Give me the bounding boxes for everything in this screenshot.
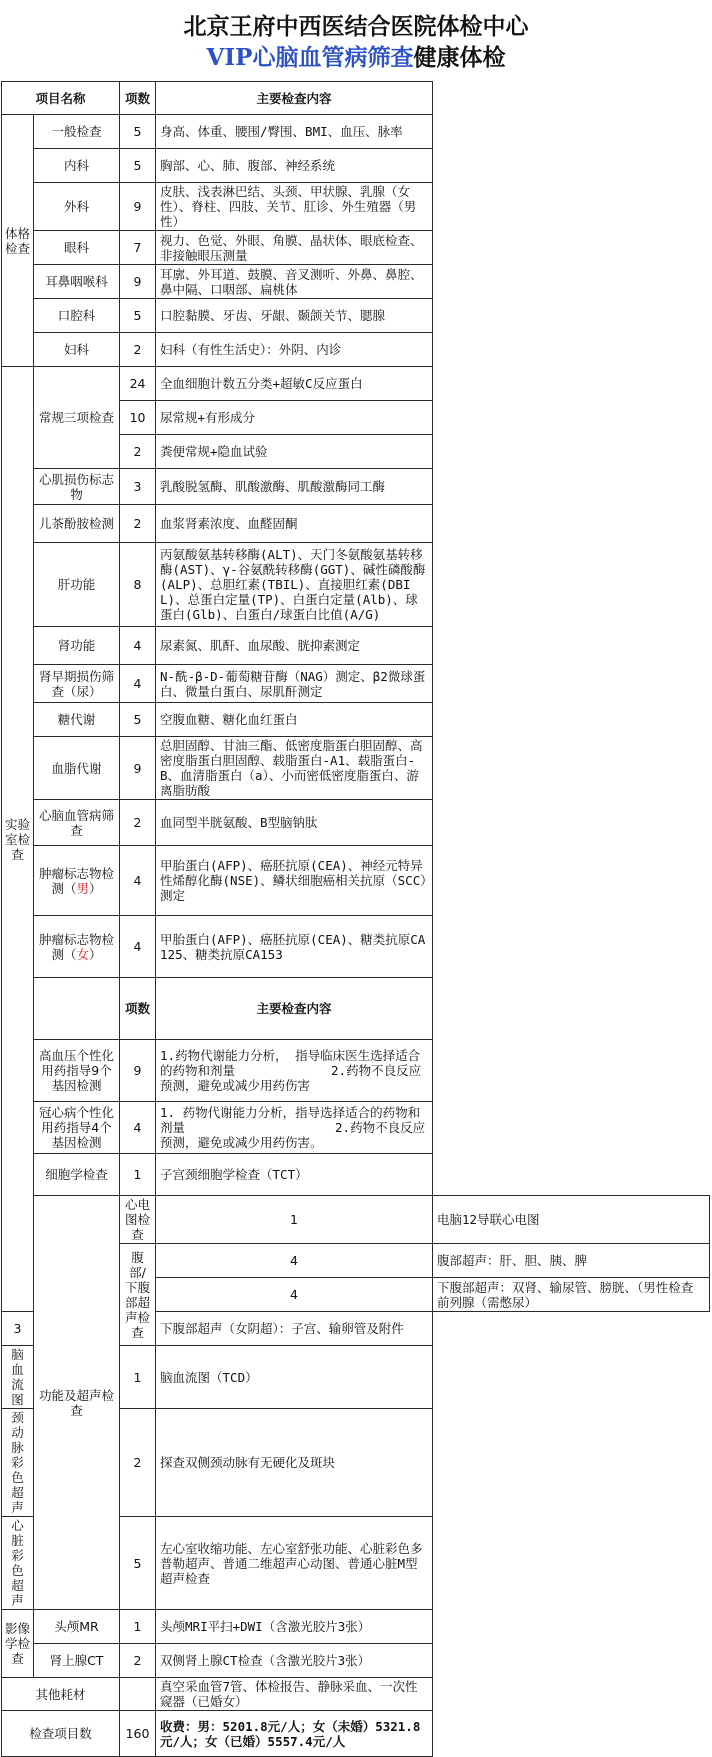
item-count: 9 (120, 737, 156, 800)
table-row (2, 737, 710, 800)
item-content: 头颅MRI平扫+DWI（含激光胶片3张） (156, 1610, 433, 1644)
item-name: 腹部/下腹部超声检查 (120, 1244, 156, 1346)
item-count: 1 (120, 1346, 156, 1409)
item-name: 糖代谢 (34, 703, 120, 737)
table-row (2, 1644, 710, 1678)
item-name (34, 916, 120, 978)
item-count: 2 (120, 1409, 156, 1517)
item-content: 尿素氮、肌酐、血尿酸、胱抑素测定 (156, 627, 433, 665)
item-content: 甲胎蛋白(AFP)、癌胚抗原(CEA)、糖类抗原CA125、糖类抗原CA153 (156, 916, 433, 978)
item-name: 高血压个性化用药指导9个基因检测 (34, 1040, 120, 1102)
table-row (2, 469, 710, 505)
item-content-part1: 1.药物代谢能力分析， 指导临床医生选择适合的药物和剂量 (160, 1048, 421, 1078)
item-count: 2 (120, 333, 156, 367)
item-content: 丙氨酸氨基转移酶(ALT)、天门冬氨酸氨基转移酶(AST)、γ-谷氨酰转移酶(GGT)、碱性磷酸酶(ALP)、总胆红素(TBIL)、直接胆红素(DBIL)、总蛋白定量(TP)、白蛋白定量(Alb)、球蛋白(Glb)、白蛋白/球蛋白比值(A/G) (156, 543, 433, 627)
item-name: 颈动脉彩色超声 (2, 1409, 34, 1517)
item-name: 内科 (34, 149, 120, 183)
item-count: 4 (120, 665, 156, 703)
item-content-part2: 2.药物不良反应预测，避免或减少用药伤害。 (160, 1120, 426, 1150)
item-content: 探查双侧颈动脉有无硬化及斑块 (156, 1409, 433, 1517)
item-count: 3 (2, 1312, 34, 1346)
item-content: 双侧肾上腺CT检查（含激光胶片3张） (156, 1644, 433, 1678)
table-row (2, 183, 710, 231)
item-name-suffix: ） (89, 880, 102, 896)
item-count: 4 (156, 1278, 433, 1312)
header-count: 项数 (120, 82, 156, 115)
item-count: 5 (120, 703, 156, 737)
item-content-part2: 2.药物不良反应预测，避免或减少用药伤害 (160, 1063, 422, 1093)
item-count: 2 (120, 800, 156, 846)
item-count: 8 (120, 543, 156, 627)
item-name: 妇科 (34, 333, 120, 367)
total-price: 收费：男：5201.8元/人；女（未婚）5321.8元/人；女（已婚）5557.4元/人 (156, 1711, 433, 1757)
table-row (2, 916, 710, 978)
item-name: 肾功能 (34, 627, 120, 665)
table-row (2, 1154, 710, 1196)
exam-table (1, 81, 710, 1757)
item-name: 脑血流图 (2, 1346, 34, 1409)
item-name: 细胞学检查 (34, 1154, 120, 1196)
item-name: 肾早期损伤筛查（尿） (34, 665, 120, 703)
header-row (2, 82, 710, 115)
item-name: 心肌损伤标志物 (34, 469, 120, 505)
group-imaging: 影像学检查 (2, 1610, 34, 1678)
page-subtitle (0, 42, 712, 74)
item-name: 眼科 (34, 231, 120, 265)
item-content: 空腹血糖、糖化血红蛋白 (156, 703, 433, 737)
item-content: N-酰-β-D-葡萄糖苷酶（NAG）测定、β2微球蛋白、微量白蛋白、尿肌酐测定 (156, 665, 433, 703)
item-name: 一般检查 (34, 115, 120, 149)
sub-header-row (2, 978, 710, 1040)
item-count: 1 (120, 1154, 156, 1196)
item-name (34, 846, 120, 916)
item-count: 10 (120, 401, 156, 435)
item-count-empty (120, 1678, 156, 1711)
item-name: 心电图检查 (120, 1196, 156, 1244)
item-count: 2 (120, 1644, 156, 1678)
table-row (2, 800, 710, 846)
item-content: 身高、体重、腰围/臀围、BMI、血压、脉率 (156, 115, 433, 149)
item-count: 4 (120, 846, 156, 916)
table-row (2, 333, 710, 367)
item-name: 肝功能 (34, 543, 120, 627)
item-count: 1 (120, 1610, 156, 1644)
item-content: 子宫颈细胞学检查（TCT） (156, 1154, 433, 1196)
table-row (2, 367, 710, 401)
item-content: 下腹部超声（女阴超）：子宫、输卵管及附件 (156, 1312, 433, 1346)
item-content: 粪便常规+隐血试验 (156, 435, 433, 469)
item-count: 4 (120, 627, 156, 665)
item-content: 电脑12导联心电图 (433, 1196, 710, 1244)
table-row (2, 1196, 710, 1244)
item-count: 4 (120, 1102, 156, 1154)
subtitle-vip: VIP心脑血管病筛查 (206, 44, 414, 71)
item-name: 心脏彩色超声 (2, 1517, 34, 1610)
subtitle-rest: 健康体检 (413, 44, 506, 71)
item-content (156, 1102, 433, 1154)
item-content: 全血细胞计数五分类+超敏C反应蛋白 (156, 367, 433, 401)
item-name: 肾上腺CT (34, 1644, 120, 1678)
item-content-part1: 1. 药物代谢能力分析，指导选择适合的药物和剂量 (160, 1105, 421, 1135)
item-content (156, 1040, 433, 1102)
table-row (2, 505, 710, 543)
table-row (2, 115, 710, 149)
sex-label-male: 男 (76, 880, 90, 896)
item-count: 9 (120, 265, 156, 299)
table-row (2, 231, 710, 265)
page-title: 北京王府中西医结合医院体检中心 (183, 13, 529, 40)
item-count: 7 (120, 231, 156, 265)
total-count: 160 (120, 1711, 156, 1757)
sub-header-content: 主要检查内容 (156, 978, 433, 1040)
group-lab: 实验室检查 (2, 367, 34, 1312)
item-count: 5 (120, 149, 156, 183)
item-name: 头颅MR (34, 1610, 120, 1644)
header-item-name: 项目名称 (2, 82, 120, 115)
sub-header-count: 项数 (120, 978, 156, 1040)
item-count: 5 (120, 299, 156, 333)
sub-header-blank (34, 978, 120, 1040)
item-content: 尿常规+有形成分 (156, 401, 433, 435)
item-content: 视力、色觉、外眼、角膜、晶状体、眼底检查、非接触眼压测量 (156, 231, 433, 265)
item-content: 耳廓、外耳道、鼓膜、音叉测听、外鼻、鼻腔、鼻中隔、口咽部、扁桃体 (156, 265, 433, 299)
item-name-prefix: 肿瘤标志物检测（ (39, 865, 115, 896)
item-name: 常规三项检查 (34, 367, 120, 469)
item-content: 口腔黏膜、牙齿、牙龈、颞颌关节、腮腺 (156, 299, 433, 333)
item-count: 3 (120, 469, 156, 505)
table-row (2, 543, 710, 627)
item-count: 4 (120, 916, 156, 978)
item-content: 真空采血管7管、体检报告、静脉采血、一次性窥器（已婚女） (156, 1678, 433, 1711)
item-name: 外科 (34, 183, 120, 231)
total-row (2, 1711, 710, 1757)
item-content: 甲胎蛋白(AFP)、癌胚抗原(CEA)、神经元特异性烯醇化酶(NSE)、鳞状细胞癌相关抗原（SCC）测定 (156, 846, 433, 916)
item-name: 其他耗材 (2, 1678, 120, 1711)
item-content: 乳酸脱氢酶、肌酸激酶、肌酸激酶同工酶 (156, 469, 433, 505)
item-count: 4 (156, 1244, 433, 1278)
item-content: 皮肤、浅表淋巴结、头颈、甲状腺、乳腺（女性）、脊柱、四肢、关节、肛诊、外生殖器（男性） (156, 183, 433, 231)
item-count: 2 (120, 505, 156, 543)
group-function: 功能及超声检查 (34, 1196, 120, 1610)
table-row (2, 703, 710, 737)
table-row (2, 299, 710, 333)
table-row (2, 1610, 710, 1644)
item-count: 5 (120, 115, 156, 149)
item-count: 2 (120, 435, 156, 469)
item-content: 胸部、心、肺、腹部、神经系统 (156, 149, 433, 183)
item-name: 口腔科 (34, 299, 120, 333)
group-physical: 体格检查 (2, 115, 34, 367)
item-count: 9 (120, 1040, 156, 1102)
total-label: 检查项目数 (2, 1711, 120, 1757)
item-name: 儿茶酚胺检测 (34, 505, 120, 543)
item-name: 心脑血管病筛查 (34, 800, 120, 846)
table-row (2, 265, 710, 299)
item-content: 妇科（有性生活史）：外阴、内诊 (156, 333, 433, 367)
item-content: 血浆肾素浓度、血醛固酮 (156, 505, 433, 543)
item-name: 冠心病个性化用药指导4个基因检测 (34, 1102, 120, 1154)
item-count: 1 (156, 1196, 433, 1244)
item-count: 9 (120, 183, 156, 231)
item-content: 血同型半胱氨酸、B型脑钠肽 (156, 800, 433, 846)
item-name: 耳鼻咽喉科 (34, 265, 120, 299)
header-content: 主要检查内容 (156, 82, 433, 115)
item-name-prefix: 肿瘤标志物检测（ (39, 931, 115, 962)
table-row (2, 1040, 710, 1102)
table-row (2, 627, 710, 665)
table-row (2, 665, 710, 703)
item-count: 24 (120, 367, 156, 401)
table-row (2, 1102, 710, 1154)
item-content: 总胆固醇、甘油三酯、低密度脂蛋白胆固醇、高密度脂蛋白胆固醇、载脂蛋白-A1、载脂蛋白-B、血清脂蛋白（a）、小而密低密度脂蛋白、游离脂肪酸 (156, 737, 433, 800)
sex-label-female: 女 (76, 946, 90, 962)
item-content: 脑血流图（TCD） (156, 1346, 433, 1409)
item-name-suffix: ） (89, 946, 102, 962)
table-row (2, 1678, 710, 1711)
item-content: 腹部超声：肝、胆、胰、脾 (433, 1244, 710, 1278)
item-name: 血脂代谢 (34, 737, 120, 800)
table-row (2, 846, 710, 916)
table-row (2, 149, 710, 183)
item-content: 下腹部超声：双肾、输尿管、膀胱、（男性检查前列腺（需憋尿） (433, 1278, 710, 1312)
item-content: 左心室收缩功能、左心室舒张功能、心脏彩色多普勒超声、普通二维超声心动图、普通心脏M型超声检查 (156, 1517, 433, 1610)
item-count: 5 (120, 1517, 156, 1610)
